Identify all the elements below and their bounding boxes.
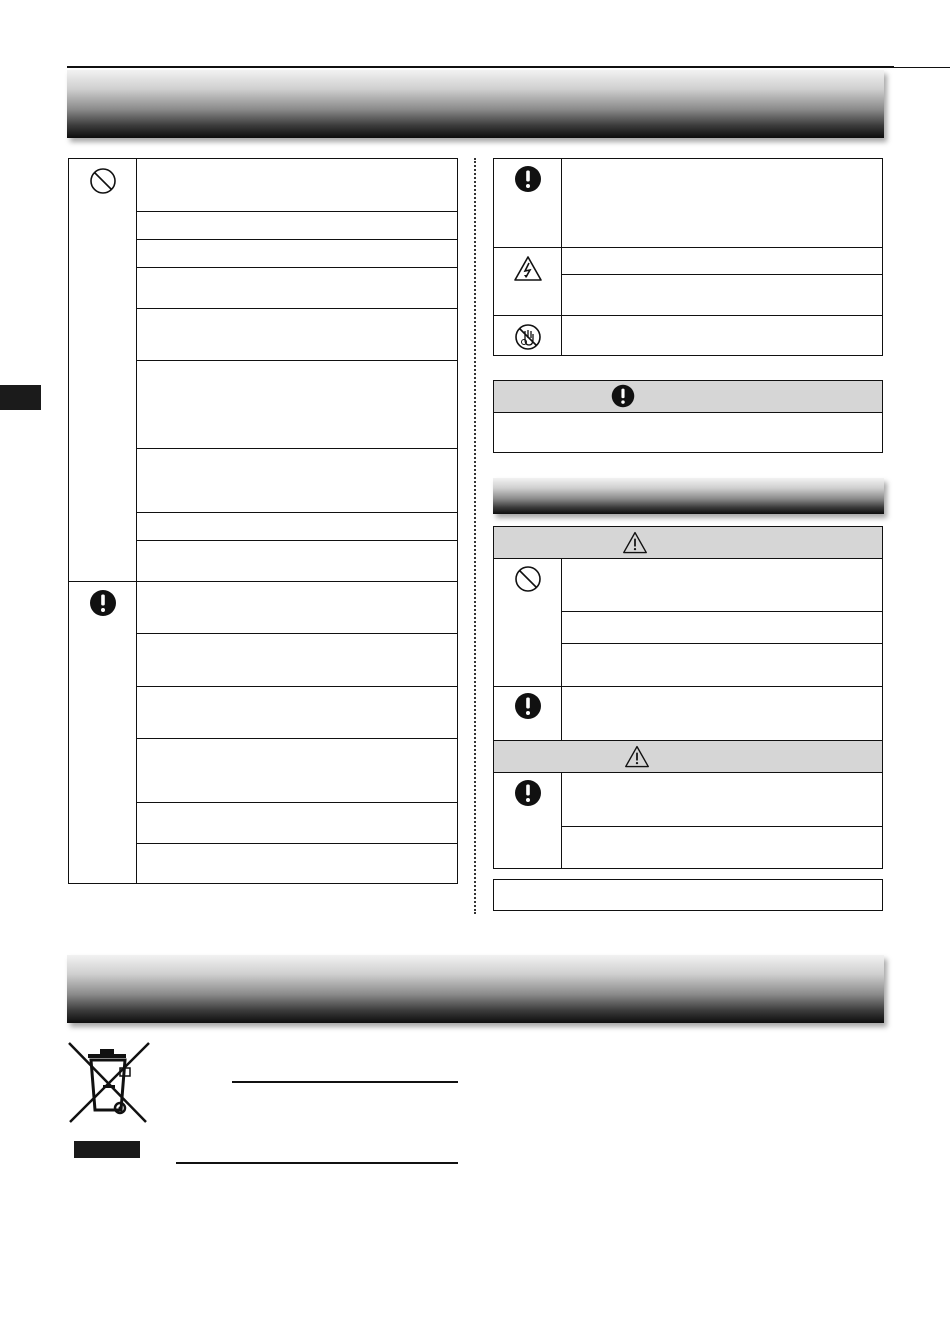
right-table-column-divider bbox=[561, 158, 562, 356]
notice-body bbox=[493, 412, 883, 453]
left-table-row-line bbox=[136, 211, 458, 212]
crossed-out-wheeled-bin-icon bbox=[66, 1040, 152, 1124]
left-table-row-line bbox=[136, 843, 458, 844]
column-dotted-divider bbox=[474, 158, 476, 914]
no-wet-hands-icon bbox=[513, 322, 543, 352]
left-table-row-line bbox=[136, 540, 458, 541]
left-table-group-divider bbox=[68, 581, 458, 582]
caution-table-row-line bbox=[561, 643, 883, 644]
caution-table-column-divider bbox=[561, 558, 562, 741]
caution-table-row-line bbox=[561, 611, 883, 612]
caution-header-bar bbox=[493, 526, 883, 559]
mandatory-exclamation-icon bbox=[513, 164, 543, 194]
section-banner-right bbox=[493, 478, 884, 514]
left-table-row-line bbox=[136, 802, 458, 803]
caution-header-bar-2 bbox=[493, 740, 883, 773]
mandatory-exclamation-icon bbox=[513, 778, 543, 808]
warning-triangle-icon bbox=[624, 744, 650, 770]
top-rule bbox=[67, 66, 894, 68]
top-rule-extension bbox=[894, 67, 950, 68]
left-table-row-line bbox=[136, 308, 458, 309]
side-page-tab bbox=[0, 385, 41, 410]
weee-black-bar bbox=[74, 1141, 140, 1158]
mandatory-exclamation-icon bbox=[88, 588, 118, 618]
underline-rule bbox=[176, 1162, 458, 1164]
caution-table bbox=[493, 558, 883, 741]
caution-table-2-row-line bbox=[561, 826, 883, 827]
note-box bbox=[493, 879, 883, 911]
left-table-row-line bbox=[136, 448, 458, 449]
left-table-row-line bbox=[136, 633, 458, 634]
left-table-row-line bbox=[136, 360, 458, 361]
right-table-row-line bbox=[493, 247, 883, 248]
mandatory-exclamation-icon bbox=[610, 383, 636, 409]
electric-shock-icon bbox=[513, 254, 543, 284]
caution-table-row-line bbox=[493, 686, 883, 687]
section-banner-top bbox=[67, 70, 884, 138]
mandatory-exclamation-icon bbox=[513, 691, 543, 721]
right-table-row-line bbox=[493, 315, 883, 316]
notice-header-bar bbox=[493, 380, 883, 413]
right-safety-table bbox=[493, 158, 883, 356]
left-table-row-line bbox=[136, 267, 458, 268]
left-table-row-line bbox=[136, 512, 458, 513]
prohibited-icon bbox=[88, 166, 118, 196]
caution-table-2-column-divider bbox=[561, 772, 562, 869]
underline-rule bbox=[232, 1081, 458, 1083]
left-table-row-line bbox=[136, 686, 458, 687]
left-table-row-line bbox=[136, 738, 458, 739]
caution-table-2 bbox=[493, 772, 883, 869]
section-banner-bottom bbox=[67, 955, 884, 1023]
left-table-row-line bbox=[136, 239, 458, 240]
warning-triangle-icon bbox=[622, 530, 648, 556]
prohibited-icon bbox=[513, 564, 543, 594]
right-table-row-line bbox=[561, 274, 883, 275]
